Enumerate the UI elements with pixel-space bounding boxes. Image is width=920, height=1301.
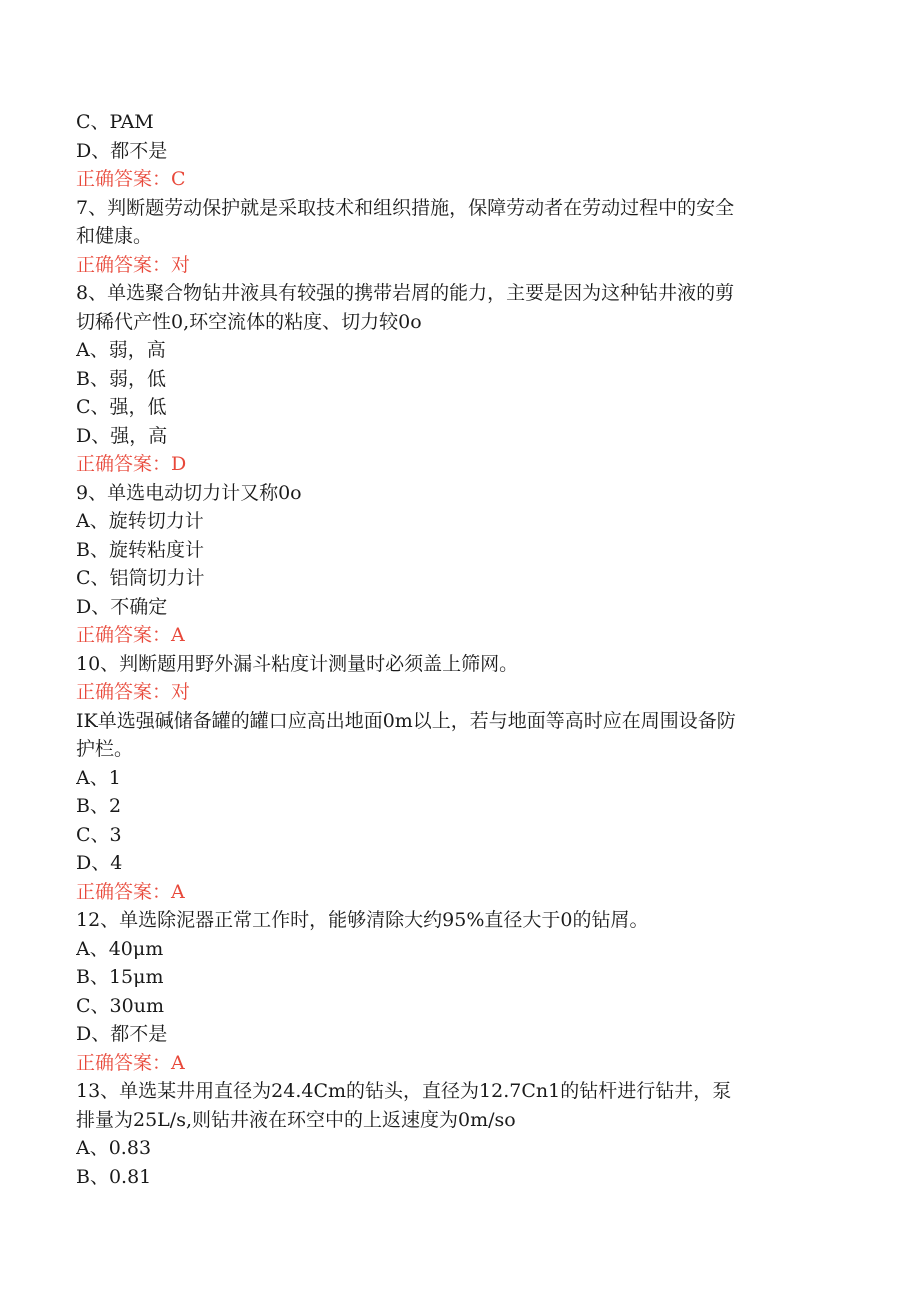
option-line: A、40μm bbox=[76, 937, 164, 960]
question-line: 8、单选聚合物钻井液具有较强的携带岩屑的能力，主要是因为这种钻井液的剪 bbox=[76, 282, 735, 304]
answer-line: 正确答案：A bbox=[76, 880, 185, 903]
question-line: 切稀代产性0,环空流体的粘度、切力较0o bbox=[76, 310, 422, 333]
question-line: 10、判断题用野外漏斗粘度计测量时必须盖上筛网。 bbox=[76, 652, 519, 675]
option-line: B、2 bbox=[76, 795, 122, 817]
option-line: C、铝筒切力计 bbox=[76, 567, 205, 589]
answer-line: 正确答案：D bbox=[76, 453, 187, 475]
question-line: 和健康。 bbox=[76, 225, 153, 247]
option-line: B、弱，低 bbox=[76, 367, 166, 390]
option-line: B、0.81 bbox=[76, 1165, 152, 1188]
option-line: A、1 bbox=[76, 766, 121, 789]
option-line: D、4 bbox=[76, 852, 123, 874]
option-line: A、旋转切力计 bbox=[76, 510, 204, 532]
answer-line: 正确答案：对 bbox=[76, 681, 191, 703]
option-line: C、PAM bbox=[76, 111, 154, 133]
question-line: IK单选强碱储备罐的罐口应高出地面0m以上，若与地面等高时应在周围设备防 bbox=[76, 709, 736, 732]
option-line: C、30um bbox=[76, 994, 164, 1017]
option-line: B、15μm bbox=[76, 966, 164, 988]
option-line: D、都不是 bbox=[76, 139, 168, 162]
question-line: 排量为25L/s,则钻井液在环空中的上返速度为0m/so bbox=[76, 1108, 516, 1131]
option-line: D、不确定 bbox=[76, 595, 168, 618]
option-line: C、强，低 bbox=[76, 396, 167, 418]
answer-line: 正确答案：对 bbox=[76, 253, 191, 276]
question-line: 13、单选某井用直径为24.4Cm的钻头，直径为12.7Cn1的钻杆进行钻井，泵 bbox=[76, 1080, 732, 1102]
question-line: 9、单选电动切力计又称0o bbox=[76, 481, 302, 504]
question-list bbox=[76, 108, 846, 1191]
option-line: B、旋转粘度计 bbox=[76, 538, 204, 561]
answer-line: 正确答案：C bbox=[76, 168, 186, 190]
option-line: D、强，高 bbox=[76, 424, 168, 447]
question-line: 7、判断题劳动保护就是采取技术和组织措施，保障劳动者在劳动过程中的安全 bbox=[76, 196, 735, 219]
option-line: A、弱，高 bbox=[76, 339, 166, 361]
answer-line: 正确答案：A bbox=[76, 1051, 185, 1074]
answer-line: 正确答案：A bbox=[76, 624, 185, 646]
option-line: C、3 bbox=[76, 823, 122, 846]
option-line: A、0.83 bbox=[76, 1137, 152, 1159]
question-line: 12、单选除泥器正常工作时，能够清除大约95%直径大于0的钻屑。 bbox=[76, 909, 649, 931]
option-line: D、都不是 bbox=[76, 1023, 168, 1045]
question-line: 护栏。 bbox=[76, 738, 134, 760]
